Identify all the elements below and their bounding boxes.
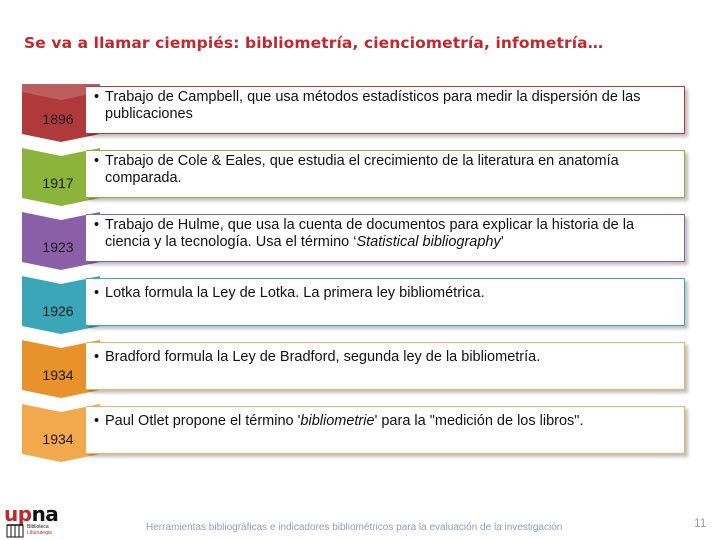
slide-title: Se va a llamar ciempiés: bibliometría, cienciometría, infometría… <box>24 34 604 52</box>
event-box <box>86 150 685 198</box>
year-label: 1926 <box>42 303 74 319</box>
bullet: • <box>94 217 100 233</box>
year-label: 1934 <box>42 431 74 447</box>
logo-line-biblioteca: Biblioteca <box>27 524 49 530</box>
bullet: • <box>94 89 100 105</box>
page-number: 11 <box>694 516 707 530</box>
building-icon <box>6 522 24 538</box>
event-text-part: ' para la "medición de los libros". <box>374 413 584 429</box>
slide-footer: Herramientas bibliográficas e indicadores bibliométricos para la evaluación de la investigación <box>146 522 563 533</box>
event-box <box>86 214 685 262</box>
year-label: 1934 <box>42 367 74 383</box>
timeline-row-1896 <box>22 84 690 142</box>
event-text: Trabajo de Campbell, que usa métodos estadísticos para medir la dispersión de las publicaciones <box>105 89 641 122</box>
timeline-row-1917 <box>22 148 690 206</box>
bullet: • <box>94 413 100 429</box>
timeline-row-1934-otlet <box>22 404 690 462</box>
event-box <box>86 406 685 454</box>
year-label: 1896 <box>42 111 74 127</box>
event-text <box>94 413 680 430</box>
event-text-part: Trabajo de Hulme, que usa la cuenta de documentos para explicar la historia de la ciencia y la tecnología. Usa el término ‘ <box>105 217 635 250</box>
event-text-italic: Statistical bibliography <box>356 234 501 250</box>
bullet: • <box>94 285 100 301</box>
year-label: 1917 <box>42 175 74 191</box>
event-text <box>94 217 680 251</box>
year-label: 1923 <box>42 239 74 255</box>
timeline-row-1926 <box>22 276 690 334</box>
timeline-row-1934-bradford <box>22 340 690 398</box>
event-text-part: Paul Otlet propone el término ' <box>105 413 301 429</box>
event-box <box>86 342 685 390</box>
timeline-row-1923 <box>22 212 690 270</box>
event-text-italic: bibliometrie <box>300 413 375 429</box>
event-box <box>86 278 685 326</box>
event-text-part: ’ <box>500 234 504 250</box>
logo-wordmark-na: na <box>31 502 59 526</box>
bullet: • <box>94 349 100 365</box>
event-box <box>86 86 685 134</box>
event-text: Lotka formula la Ley de Lotka. La primera ley bibliométrica. <box>105 285 485 301</box>
logo-wordmark-up: up <box>4 502 32 526</box>
event-text: Bradford formula la Ley de Bradford, segunda ley de la bibliometría. <box>105 349 541 365</box>
logo-line-liburutegia: Liburutegia <box>27 530 52 536</box>
event-text: Trabajo de Cole & Eales, que estudia el crecimiento de la literatura en anatomía comparada. <box>105 153 619 186</box>
bullet: • <box>94 153 100 169</box>
